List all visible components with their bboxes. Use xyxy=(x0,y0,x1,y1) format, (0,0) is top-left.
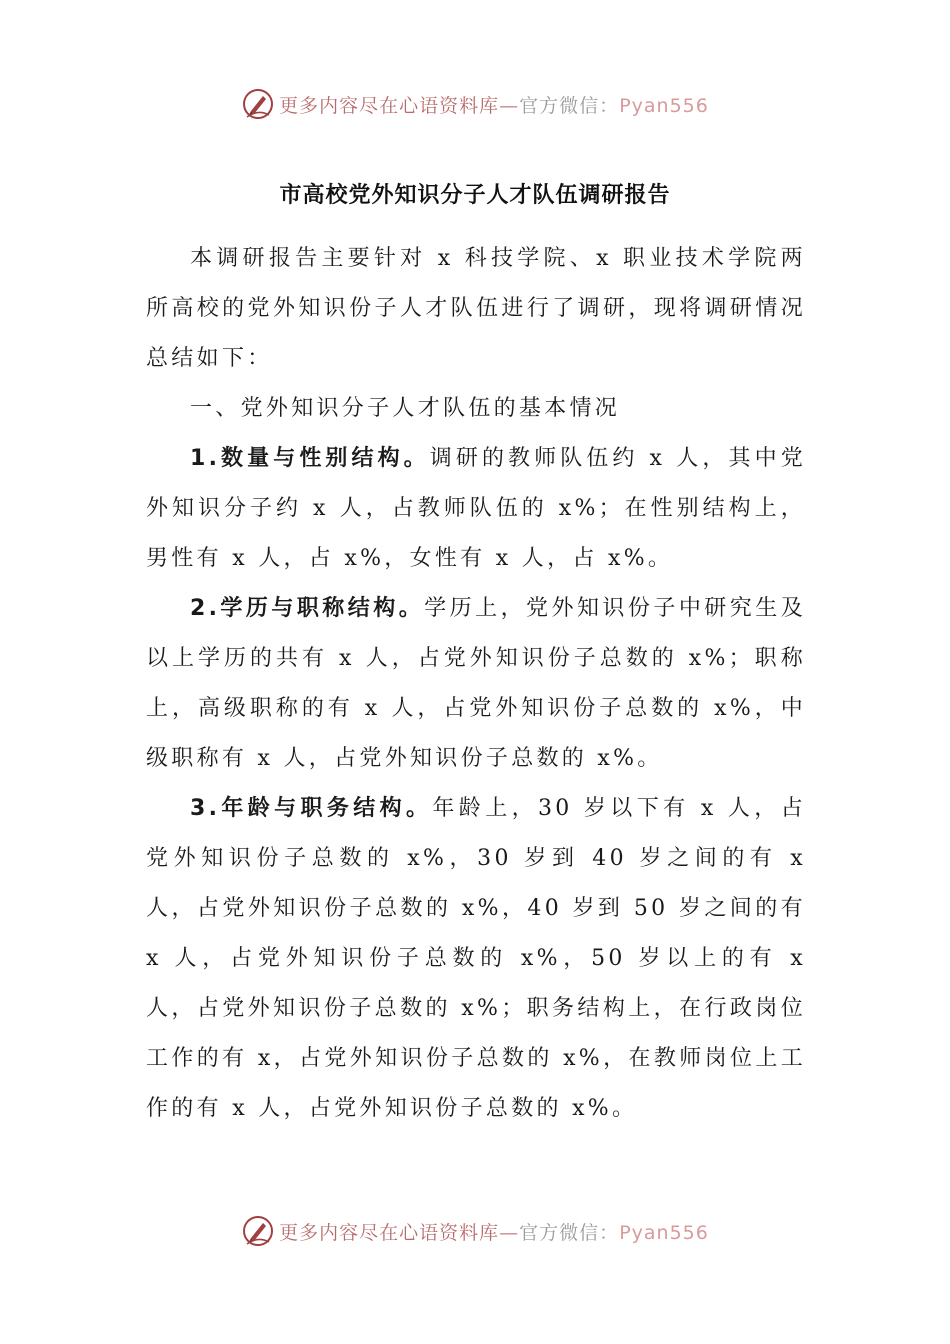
section-heading: 一、党外知识分子人才队伍的基本情况 xyxy=(190,396,621,421)
pen-logo-icon xyxy=(241,1214,275,1248)
pen-logo-icon xyxy=(241,87,275,121)
watermark-footer xyxy=(0,1211,950,1251)
watermark-main: 更多内容尽在心语资料库 xyxy=(279,1221,500,1244)
watermark-header xyxy=(0,84,950,124)
watermark-wechat: 官方微信： xyxy=(519,1221,620,1244)
watermark-id: Pyan556 xyxy=(619,94,709,117)
item-lead: 2.学历与职称结构。 xyxy=(190,596,425,621)
item-lead: 3.年龄与职务结构。 xyxy=(190,796,433,821)
watermark-main: 更多内容尽在心语资料库 xyxy=(279,94,500,117)
item-body: 年龄上，30 岁以下有 x 人，占党外知识份子总数的 x%，30 岁到 40 岁之间的有 x 人，占党外知识份子总数的 x%，40 岁到 50 岁之间的有 x 人，占党外知识份子总数的 x%，50 岁以上的有 x 人，占党外知识份子总数的 x%；职务结构上，在行政岗位工作的有 x，占党外知识份子总数的 x%，在教师岗位上工作的有 x 人，占党外知识份子总数的 x%。 xyxy=(146,796,806,1121)
item-paragraph xyxy=(146,784,806,1134)
watermark-id: Pyan556 xyxy=(619,1221,709,1244)
watermark-dash: — xyxy=(499,94,520,117)
intro-paragraph: 本调研报告主要针对 x 科技学院、x 职业技术学院两所高校的党外知识份子人才队伍进行了调研，现将调研情况总结如下： xyxy=(146,246,806,371)
item-body: 学历上，党外知识份子中研究生及以上学历的共有 x 人，占党外知识份子总数的 x%；职称上，高级职称的有 x 人，占党外知识份子总数的 x%，中级职称有 x 人，占党外知识份子总数的 x%。 xyxy=(146,596,806,771)
watermark-text xyxy=(279,91,709,118)
item-lead: 1.数量与性别结构。 xyxy=(190,446,430,471)
watermark-dash: — xyxy=(499,1221,520,1244)
item-paragraph xyxy=(146,584,806,784)
item-paragraph xyxy=(146,434,806,584)
document-body xyxy=(146,234,806,1134)
watermark-wechat: 官方微信： xyxy=(519,94,620,117)
item-body: 调研的教师队伍约 x 人，其中党外知识分子约 x 人，占教师队伍的 x%；在性别结构上，男性有 x 人，占 x%，女性有 x 人，占 x%。 xyxy=(146,446,806,571)
document-title: 市高校党外知识分子人才队伍调研报告 xyxy=(279,183,671,208)
watermark-text xyxy=(279,1218,709,1245)
